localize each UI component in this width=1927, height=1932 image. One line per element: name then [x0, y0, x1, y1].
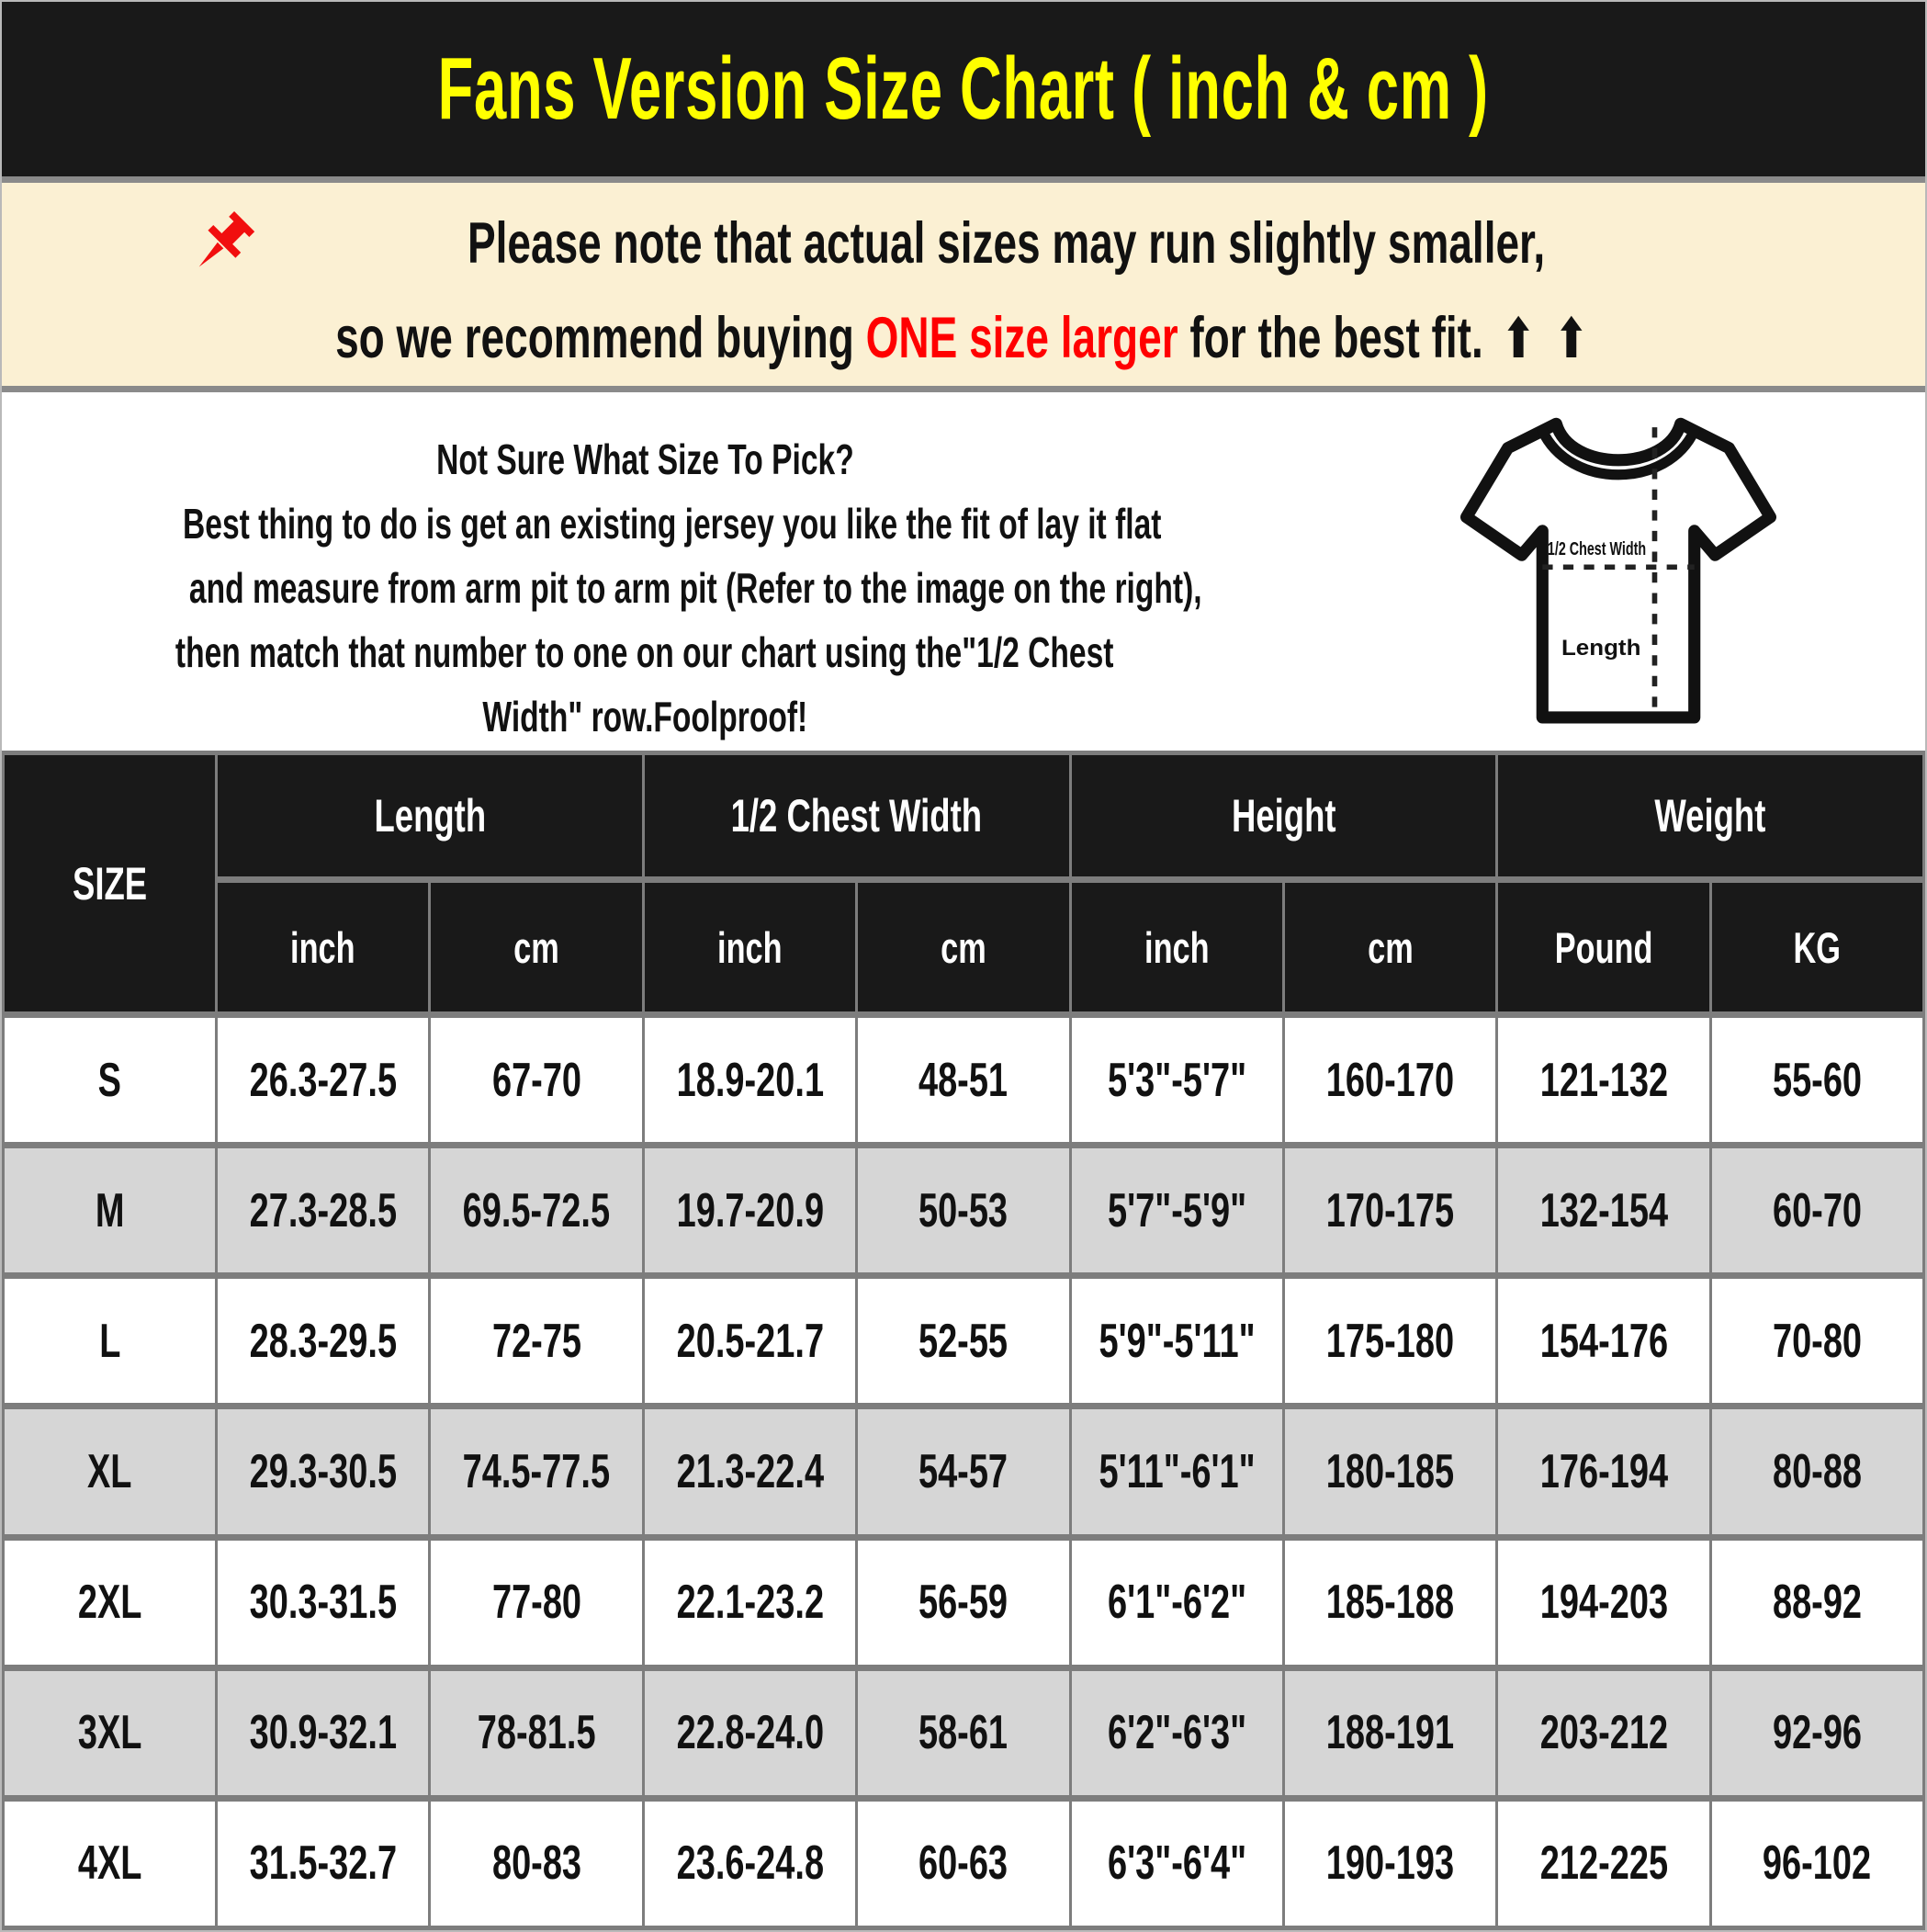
table-cell — [858, 1802, 1068, 1926]
measurement-value: 185-188 — [1325, 1576, 1455, 1630]
measurement-value: 132-154 — [1539, 1183, 1668, 1237]
measurement-value: 60-70 — [1772, 1183, 1862, 1237]
notice-line-1 — [182, 201, 1744, 286]
size-value: M — [95, 1183, 125, 1237]
table-cell — [858, 1279, 1068, 1403]
table-cell — [1285, 1409, 1495, 1533]
measurement-value: 5'3"-5'7" — [1107, 1053, 1246, 1107]
table-cell — [431, 1671, 641, 1795]
measurement-value: 56-59 — [918, 1576, 1009, 1630]
measurement-value: 29.3-30.5 — [249, 1444, 397, 1498]
measurement-value: 175-180 — [1325, 1314, 1455, 1368]
tshirt-measurement-diagram — [1446, 400, 1791, 745]
measurement-value: 154-176 — [1539, 1314, 1668, 1368]
table-cell — [218, 1148, 428, 1272]
measurement-value: 212-225 — [1539, 1836, 1668, 1891]
measurement-value: 18.9-20.1 — [676, 1053, 824, 1107]
table-cell — [431, 1409, 641, 1533]
table-cell — [1712, 1279, 1922, 1403]
measurement-value: 48-51 — [918, 1053, 1009, 1107]
table-cell — [1072, 1671, 1282, 1795]
guide-line: Width" row.Foolproof! — [482, 693, 807, 740]
table-cell — [1712, 1409, 1922, 1533]
sizing-guide-section — [2, 392, 1925, 751]
row-size-label — [5, 1802, 215, 1926]
table-cell — [218, 1279, 428, 1403]
measurement-value: 58-61 — [918, 1706, 1009, 1760]
table-cell — [858, 1541, 1068, 1665]
table-cell — [858, 1018, 1068, 1142]
unit-header-chest-inch: inch — [645, 883, 855, 1011]
table-cell — [858, 1148, 1068, 1272]
guide-line: then match that number to one on our chart using the"1/2 Chest — [175, 628, 1114, 676]
measurement-value: 88-92 — [1772, 1576, 1862, 1630]
size-value: 2XL — [77, 1576, 142, 1630]
table-cell — [1498, 1409, 1708, 1533]
guide-heading: Not Sure What Size To Pick? — [435, 435, 854, 483]
table-cell — [218, 1671, 428, 1795]
measurement-value: 6'3"-6'4" — [1107, 1836, 1246, 1891]
table-cell — [1712, 1541, 1922, 1665]
row-size-label — [5, 1018, 215, 1142]
table-cell — [218, 1541, 428, 1665]
measurement-value: 74.5-77.5 — [462, 1444, 611, 1498]
table-cell — [1285, 1148, 1495, 1272]
sizing-guide-text — [2, 427, 1288, 749]
table-cell — [1072, 1018, 1282, 1142]
up-arrows-icon: ⬆ ⬆ — [1501, 308, 1593, 369]
table-cell — [645, 1018, 855, 1142]
measurement-value: 67-70 — [491, 1053, 581, 1107]
notice-line-2 — [103, 306, 1825, 370]
measurement-value: 60-63 — [918, 1836, 1009, 1891]
page-title: Fans Version Size Chart ( inch & cm ) — [437, 40, 1490, 138]
unit-header-weight-pound: Pound — [1498, 883, 1708, 1011]
row-size-label — [5, 1409, 215, 1533]
measurement-value: 31.5-32.7 — [249, 1836, 397, 1891]
table-cell — [1498, 1148, 1708, 1272]
pushpin-icon — [182, 201, 266, 286]
table-cell — [1285, 1541, 1495, 1665]
table-cell — [1072, 1279, 1282, 1403]
measurement-value: 194-203 — [1539, 1576, 1668, 1630]
unit-header-chest-cm: cm — [858, 883, 1068, 1011]
measurement-value: 77-80 — [491, 1576, 581, 1630]
table-cell — [218, 1802, 428, 1926]
measurement-value: 55-60 — [1772, 1053, 1862, 1107]
table-cell — [1712, 1802, 1922, 1926]
table-cell — [431, 1541, 641, 1665]
column-header-weight: Weight — [1498, 755, 1922, 876]
notice-banner — [2, 183, 1925, 386]
chest-width-label: 1/2 Chest Width — [1547, 538, 1647, 560]
table-cell — [431, 1018, 641, 1142]
table-cell — [218, 1409, 428, 1533]
measurement-value: 72-75 — [491, 1314, 581, 1368]
row-size-label — [5, 1279, 215, 1403]
measurement-value: 26.3-27.5 — [249, 1053, 397, 1107]
measurement-value: 52-55 — [918, 1314, 1009, 1368]
measurement-value: 96-102 — [1763, 1836, 1872, 1891]
table-cell — [1498, 1671, 1708, 1795]
section-divider — [2, 386, 1925, 392]
measurement-value: 69.5-72.5 — [462, 1183, 611, 1237]
notice-text-prefix: so we recommend buying — [334, 306, 866, 370]
unit-header-weight-kg: KG — [1712, 883, 1922, 1011]
measurement-value: 203-212 — [1539, 1706, 1668, 1760]
table-cell — [858, 1671, 1068, 1795]
size-column-header: SIZE — [5, 755, 215, 1011]
guide-line: Best thing to do is get an existing jersey you like the fit of lay it flat — [183, 500, 1162, 548]
table-cell — [1072, 1148, 1282, 1272]
table-cell — [1498, 1018, 1708, 1142]
table-cell — [1072, 1802, 1282, 1926]
size-value: 4XL — [77, 1836, 142, 1891]
measurement-value: 22.8-24.0 — [676, 1706, 824, 1760]
column-header-height: Height — [1072, 755, 1496, 876]
row-size-label — [5, 1671, 215, 1795]
notice-text-line2 — [334, 306, 1593, 370]
unit-header-length-inch: inch — [218, 883, 428, 1011]
measurement-value: 30.3-31.5 — [249, 1576, 397, 1630]
notice-highlight: ONE size larger — [865, 306, 1178, 370]
measurement-value: 80-83 — [491, 1836, 581, 1891]
table-cell — [1285, 1671, 1495, 1795]
notice-text-line1: Please note that actual sizes may run slightly smaller, — [468, 210, 1546, 276]
row-size-label — [5, 1541, 215, 1665]
measurement-value: 5'7"-5'9" — [1107, 1183, 1246, 1237]
table-cell — [1285, 1279, 1495, 1403]
table-cell — [218, 1018, 428, 1142]
guide-line: and measure from arm pit to arm pit (Refer to the image on the right), — [188, 564, 1202, 612]
unit-header-length-cm: cm — [431, 883, 641, 1011]
table-cell — [431, 1279, 641, 1403]
unit-header-height-cm: cm — [1285, 883, 1495, 1011]
column-header-chest-width: 1/2 Chest Width — [645, 755, 1069, 876]
table-cell — [645, 1148, 855, 1272]
measurement-value: 20.5-21.7 — [676, 1314, 824, 1368]
measurement-value: 160-170 — [1325, 1053, 1455, 1107]
measurement-value: 176-194 — [1539, 1444, 1668, 1498]
measurement-value: 92-96 — [1772, 1706, 1862, 1760]
measurement-value: 78-81.5 — [477, 1706, 596, 1760]
table-cell — [1498, 1541, 1708, 1665]
notice-text-suffix: for the best fit. — [1178, 306, 1495, 370]
table-cell — [431, 1148, 641, 1272]
measurement-value: 5'11"-6'1" — [1099, 1444, 1256, 1498]
measurement-value: 190-193 — [1325, 1836, 1455, 1891]
table-cell — [645, 1541, 855, 1665]
measurement-value: 30.9-32.1 — [249, 1706, 397, 1760]
measurement-value: 27.3-28.5 — [249, 1183, 397, 1237]
measurement-value: 170-175 — [1325, 1183, 1455, 1237]
table-cell — [645, 1802, 855, 1926]
measurement-value: 21.3-22.4 — [676, 1444, 824, 1498]
measurement-value: 180-185 — [1325, 1444, 1455, 1498]
measurement-value: 80-88 — [1772, 1444, 1862, 1498]
table-cell — [1285, 1018, 1495, 1142]
measurement-value: 22.1-23.2 — [676, 1576, 824, 1630]
table-cell — [1712, 1148, 1922, 1272]
size-table — [2, 751, 1925, 1930]
row-size-label — [5, 1148, 215, 1272]
size-value: 3XL — [77, 1706, 142, 1760]
measurement-value: 121-132 — [1539, 1053, 1668, 1107]
table-cell — [645, 1279, 855, 1403]
table-cell — [1285, 1802, 1495, 1926]
unit-header-height-inch: inch — [1072, 883, 1282, 1011]
table-cell — [645, 1671, 855, 1795]
measurement-value: 188-191 — [1325, 1706, 1455, 1760]
size-value: L — [98, 1314, 121, 1368]
title-bar — [2, 2, 1925, 176]
measurement-value: 54-57 — [918, 1444, 1009, 1498]
table-cell — [1498, 1279, 1708, 1403]
table-cell — [1072, 1541, 1282, 1665]
table-cell — [1712, 1018, 1922, 1142]
table-cell — [645, 1409, 855, 1533]
measurement-value: 50-53 — [918, 1183, 1009, 1237]
column-header-length: Length — [218, 755, 642, 876]
measurement-value: 5'9"-5'11" — [1099, 1314, 1256, 1368]
measurement-value: 70-80 — [1772, 1314, 1862, 1368]
size-value: XL — [87, 1444, 132, 1498]
table-cell — [1072, 1409, 1282, 1533]
table-cell — [1498, 1802, 1708, 1926]
measurement-value: 6'1"-6'2" — [1107, 1576, 1246, 1630]
table-cell — [431, 1802, 641, 1926]
length-label: Length — [1561, 636, 1641, 661]
size-value: S — [97, 1053, 122, 1107]
section-divider — [2, 176, 1925, 183]
measurement-value: 6'2"-6'3" — [1107, 1706, 1246, 1760]
measurement-value: 23.6-24.8 — [676, 1836, 824, 1891]
measurement-value: 28.3-29.5 — [249, 1314, 397, 1368]
table-cell — [858, 1409, 1068, 1533]
table-cell — [1712, 1671, 1922, 1795]
measurement-value: 19.7-20.9 — [676, 1183, 824, 1237]
